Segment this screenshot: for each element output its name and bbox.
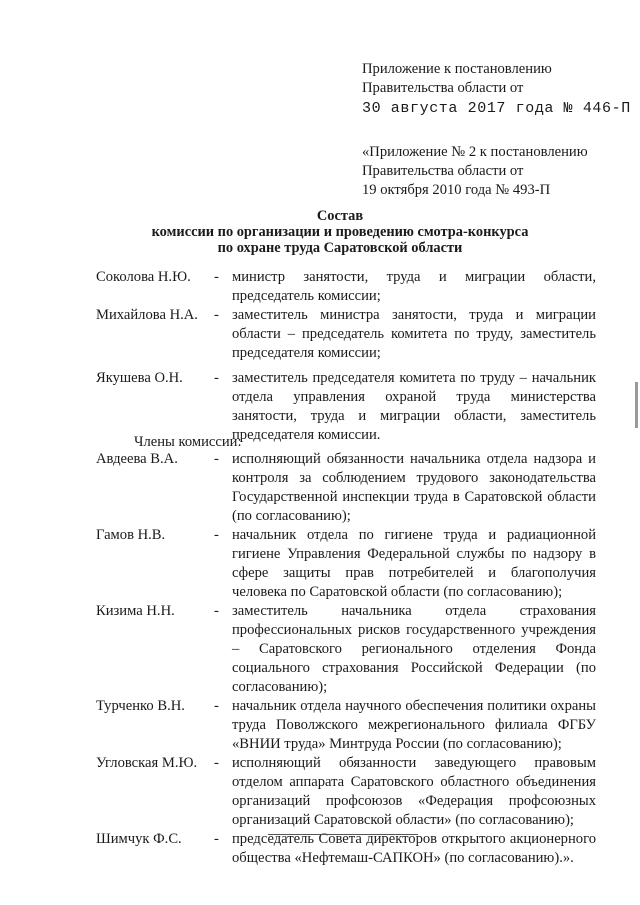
member-name: Якушева О.Н. [96, 370, 183, 386]
list-item [96, 602, 596, 697]
member-name: Угловская М.Ю. [96, 755, 198, 771]
leadership-list [96, 268, 596, 445]
list-item [96, 526, 596, 602]
list-item [96, 697, 596, 754]
member-dash: - [214, 755, 219, 771]
annex-line-2: Правительства области от [362, 80, 524, 96]
member-dash: - [214, 451, 219, 467]
member-role: заместитель начальника отдела страхования профессиональных рисков государственного учреждения – Саратовского регионального отделения Фонда социального страхования Российской Федерации (по согласованию); [232, 603, 596, 695]
member-role: заместитель министра занятости, труда и миграции области – председатель комитета по труду, заместитель председателя комиссии; [232, 307, 596, 361]
member-dash: - [214, 269, 219, 285]
list-item [96, 754, 596, 830]
member-name: Турченко В.Н. [96, 698, 185, 714]
date-number-stamp: 30 августа 2017 года № 446-П [362, 100, 631, 117]
member-role: министр занятости, труда и миграции области, председатель комиссии; [232, 269, 596, 304]
annex-line-1: Приложение к постановлению [362, 61, 552, 77]
original-annex-header [362, 143, 588, 200]
document-title [130, 208, 550, 256]
title-line-3: по охране труда Саратовской области [217, 240, 463, 256]
member-role: начальник отдела по гигиене труда и радиационной гигиене Управления Федеральной службы по надзору в сфере защиты прав потребителей и благополучия человека по Саратовской области (по согласованию); [232, 527, 596, 600]
original-annex-line-2: Правительства области от [362, 163, 524, 179]
member-dash: - [214, 831, 219, 847]
member-dash: - [214, 370, 219, 386]
member-role: начальник отдела научного обеспечения политики охраны труда Поволжского межрегионального филиала ФГБУ «ВНИИ труда» Минтруда России (по согласованию); [232, 698, 596, 752]
title-line-1: Состав [316, 208, 364, 224]
member-dash: - [214, 307, 219, 323]
member-name: Кизима Н.Н. [96, 603, 175, 619]
annex-header [362, 60, 631, 119]
member-role: исполняющий обязанности начальника отдела надзора и контроля за соблюдением трудового законодательства Государственной инспекции труда в Саратовской области (по согласованию); [232, 451, 596, 524]
signature-line [268, 834, 418, 835]
member-name: Михайлова Н.А. [96, 307, 198, 323]
original-annex-line-1: «Приложение № 2 к постановлению [362, 144, 588, 160]
member-dash: - [214, 527, 219, 543]
member-name: Авдеева В.А. [96, 451, 178, 467]
member-role: исполняющий обязанности заведующего правовым отделом аппарата Саратовского областного объединения организаций профсоюзов «Федерация профсоюзных организаций Саратовской области» (по согласованию); [232, 755, 596, 828]
title-line-2: комиссии по организации и проведению смотра-конкурса [151, 224, 529, 240]
member-name: Шимчук Ф.С. [96, 831, 182, 847]
list-item [96, 306, 596, 363]
member-name: Гамов Н.В. [96, 527, 166, 543]
member-name: Соколова Н.Ю. [96, 269, 191, 285]
original-annex-line-3: 19 октября 2010 года № 493-П [362, 182, 551, 198]
list-item [96, 268, 596, 306]
member-dash: - [214, 603, 219, 619]
members-heading: Члены комиссии: [134, 434, 242, 450]
member-role: заместитель председателя комитета по труду – начальник отдела управления охраной труда министерства занятости, труда и миграции области, заместитель председателя комиссии. [232, 370, 596, 443]
member-role: председатель Совета директоров открытого акционерного общества «Нефтемаш-САПКОН» (по согласованию).». [232, 831, 596, 866]
scan-edge-mark [635, 382, 638, 428]
list-item [96, 450, 596, 526]
members-list [96, 450, 596, 868]
member-dash: - [214, 698, 219, 714]
list-item [96, 830, 596, 868]
